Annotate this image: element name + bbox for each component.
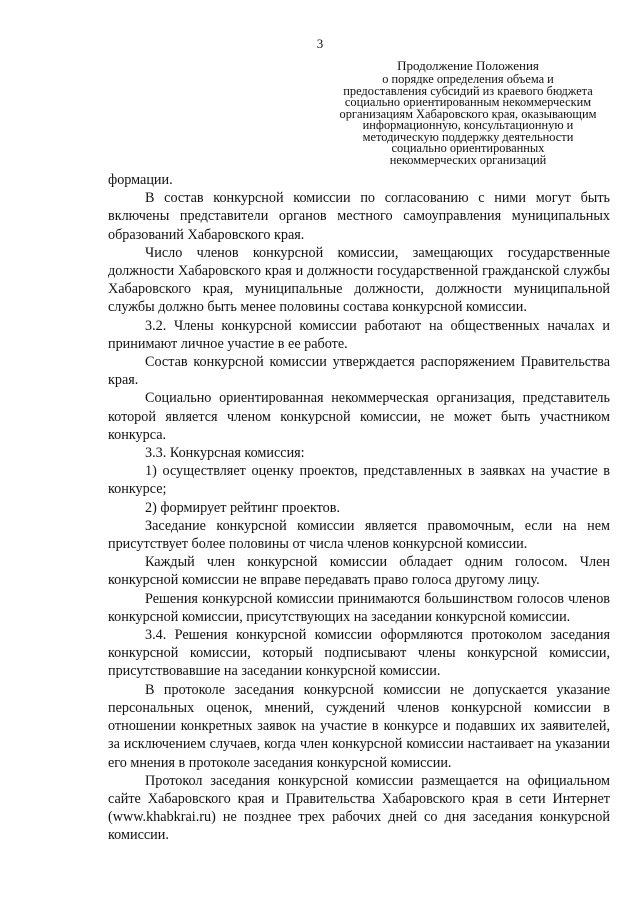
paragraph: 2) формирует рейтинг проектов. [145,499,341,516]
paragraph: Число членов конкурсной комиссии, замещающих государственные должности Хабаровского края и должности государственной гражданской службы Хабаровского края, муниципальные должности, должности муниципальной службы должно быть менее половины состава конкурсной комиссии. [108,244,610,316]
paragraph: 3.2. Члены конкурсной комиссии работают на общественных началах и принимают личное участие в ее работе. [108,317,610,352]
paragraph: В состав конкурсной комиссии по согласованию с ними могут быть включены представители органов местного самоуправления муниципальных образований Хабаровского края. [108,190,610,243]
continuation-line: методическую поддержку деятельности [362,129,574,144]
paragraph: 1) осуществляет оценку проектов, представленных в заявках на участие в конкурсе; [108,463,610,498]
paragraph: Заседание конкурсной комиссии является правомочным, если на нем присутствует более половины от числа членов конкурсной комиссии. [108,517,610,553]
paragraph: 3.4. Решения конкурсной комиссии оформляются протоколом заседания конкурсной комиссии, который подписывают члены конкурсной комиссии, присутствовавшие на заседании конкурсной комиссии. [108,627,610,680]
continuation-line: социально ориентированным некоммерческим [344,95,592,109]
document-body [108,171,610,845]
continuation-line: организациям Хабаровского края, оказывающим [339,106,597,121]
paragraph: Каждый член конкурсной комиссии обладает одним голосом. Член конкурсной комиссии не вправе передавать право голоса другому лицу. [108,554,610,589]
paragraph: формации. [108,172,173,188]
continuation-line: некоммерческих организаций [389,152,547,167]
continuation-title: Продолжение Положения [397,58,539,73]
continuation-line: социально ориентированных [391,141,545,155]
paragraph: Решения конкурсной комиссии принимаются большинством голосов членов конкурсной комиссии, присутствующих на заседании конкурсной комиссии. [108,590,610,625]
paragraph: В протоколе заседания конкурсной комиссии не допускается указание персональных оценок, мнений, суждений членов конкурсной комиссии в отношении конкретных заявок на участие в конкурсе и подавших их заявителей, за исключением случаев, когда член конкурсной комиссии настаивает на указании его мнения в протоколе заседания конкурсной комиссии. [108,681,610,771]
page-number: 3 [316,36,324,51]
paragraph: 3.3. Конкурсная комиссия: [145,445,305,462]
paragraph: Протокол заседания конкурсной комиссии размещается на официальном сайте Хабаровского края и Правительства Хабаровского края в сети Интернет (www.khabkrai.ru) не позднее трех рабочих дней со дня заседания конкурсной комиссии. [108,772,610,844]
continuation-line: предоставления субсидий из краевого бюджета [343,83,593,98]
paragraph: Состав конкурсной комиссии утверждается распоряжением Правительства края. [108,354,610,389]
continuation-line: информационную, консультационную и [362,118,574,132]
paragraph: Социально ориентированная некоммерческая организация, представитель которой является членом конкурсной комиссии, не может быть участником конкурса. [108,390,610,443]
continuation-header [318,58,618,166]
continuation-line: о порядке определения объема и [382,72,554,86]
